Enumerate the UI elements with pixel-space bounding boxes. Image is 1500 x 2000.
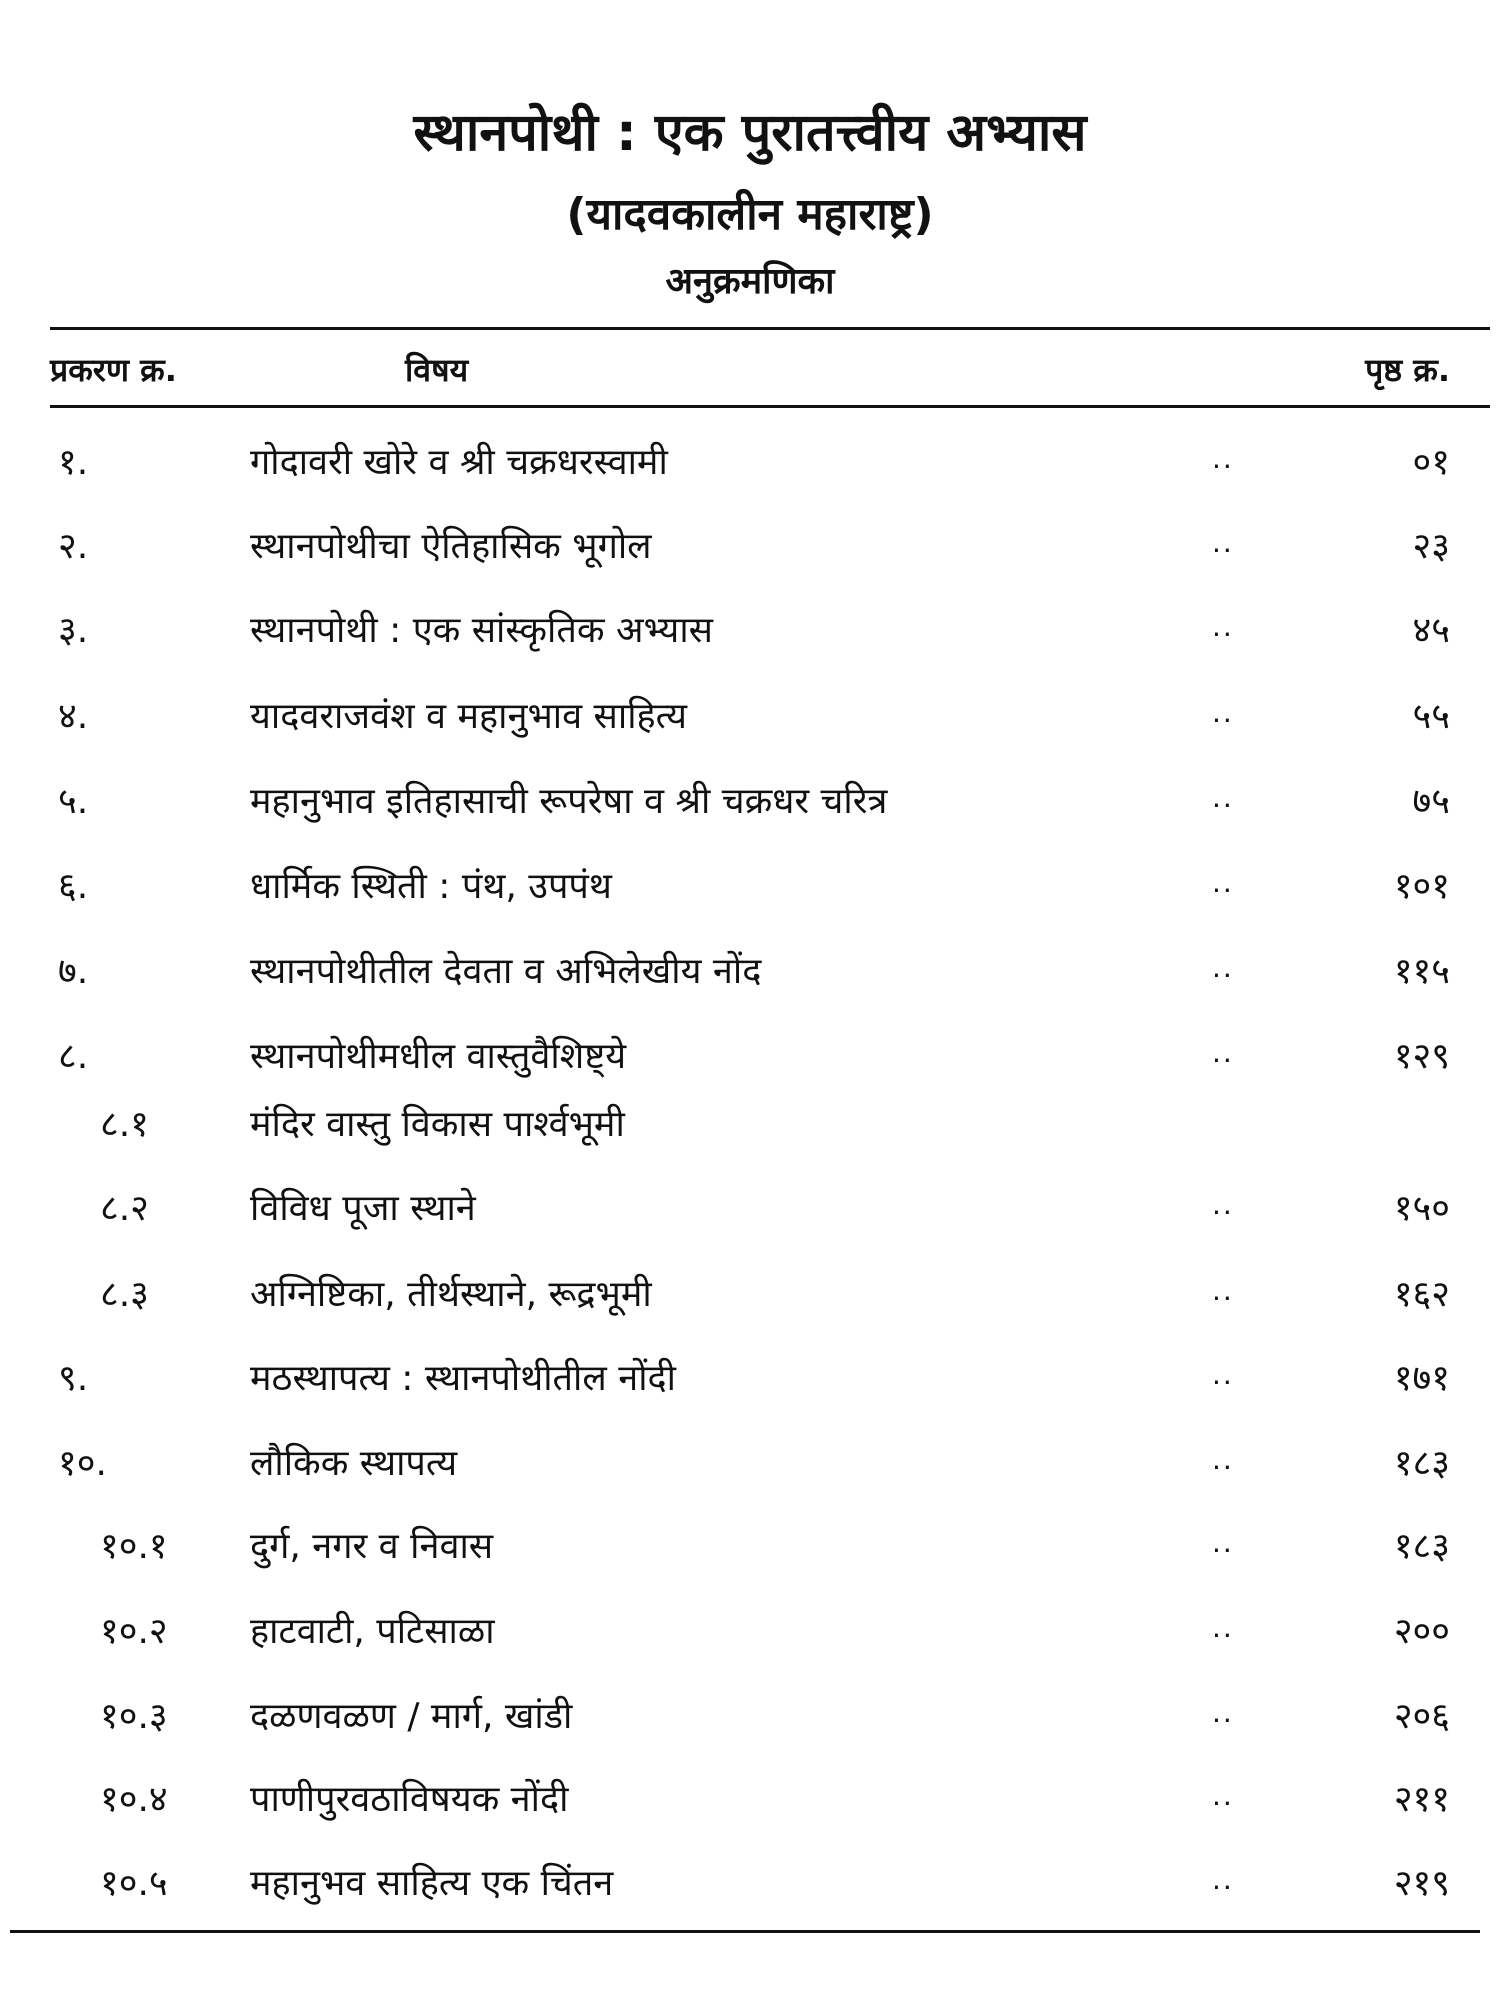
toc-entry-page: ४५ <box>1412 610 1450 651</box>
toc-entry-number: ४. <box>58 696 89 737</box>
toc-entry-subject: स्थानपोथीमधील वास्तुवैशिष्ट्ये <box>250 1036 627 1077</box>
toc-entry-page: १६२ <box>1393 1274 1450 1315</box>
toc-entry-subject: यादवराजवंश व महानुभाव साहित्य <box>250 696 687 737</box>
toc-entry-subject: लौकिक स्थापत्य <box>250 1443 458 1484</box>
toc-entry-page: २१९ <box>1393 1863 1450 1904</box>
toc-entry-leader: .. <box>1212 1036 1234 1069</box>
bottom-rule <box>10 1930 1480 1933</box>
toc-entry-page: १७१ <box>1393 1358 1450 1399</box>
toc-entry-number: ५. <box>58 781 89 822</box>
toc-entry-page: १८३ <box>1393 1526 1450 1567</box>
toc-entry <box>0 520 1500 580</box>
toc-entry-page: ०१ <box>1412 442 1450 483</box>
book-title: स्थानपोथी : एक पुरातत्त्वीय अभ्यास <box>413 103 1087 163</box>
toc-entry <box>0 1690 1500 1750</box>
toc-entry <box>0 1857 1500 1917</box>
toc-entry-leader: .. <box>1212 1863 1234 1896</box>
toc-entry-number: ८.२ <box>100 1188 149 1229</box>
toc-entry-number: ८.१ <box>100 1104 149 1145</box>
toc-entry-leader: .. <box>1212 951 1234 984</box>
toc-entry-leader: .. <box>1212 1274 1234 1307</box>
toc-entry-number: ८.३ <box>100 1274 149 1315</box>
toc-entry-subject: हाटवाटी, पटिसाळा <box>250 1611 495 1652</box>
toc-entry <box>0 1030 1500 1090</box>
toc-entry-leader: .. <box>1212 1526 1234 1559</box>
toc-entry <box>0 775 1500 835</box>
toc-entry-leader: .. <box>1212 696 1234 729</box>
toc-entry-subject: स्थानपोथी : एक सांस्कृतिक अभ्यास <box>250 610 713 651</box>
toc-entry-number: ९. <box>58 1358 89 1399</box>
toc-entry <box>0 604 1500 664</box>
toc-entry <box>0 1098 1500 1158</box>
toc-entry-number: १०.१ <box>100 1526 168 1567</box>
toc-entry <box>0 860 1500 920</box>
toc-entry-number: ८. <box>58 1036 89 1077</box>
toc-entry <box>0 690 1500 750</box>
toc-entry-leader: .. <box>1212 1611 1234 1644</box>
toc-entry-number: ६. <box>58 866 89 907</box>
toc-entry-subject: महानुभव साहित्य एक चिंतन <box>250 1863 614 1904</box>
toc-entry-leader: .. <box>1212 1696 1234 1729</box>
column-header-chapter-no: प्रकरण क्र. <box>50 351 177 389</box>
toc-entry-leader: .. <box>1212 781 1234 814</box>
toc-entry <box>0 1773 1500 1833</box>
toc-entry-subject: स्थानपोथीचा ऐतिहासिक भूगोल <box>250 526 652 567</box>
header-rule <box>50 405 1490 408</box>
toc-entry-number: ७. <box>58 951 89 992</box>
toc-entry-subject: महानुभाव इतिहासाची रूपरेषा व श्री चक्रधर चरित्र <box>250 781 888 822</box>
toc-entry-number: १०.५ <box>100 1863 168 1904</box>
toc-entry <box>0 1268 1500 1328</box>
toc-entry <box>0 945 1500 1005</box>
toc-entry-number: ३. <box>58 610 89 651</box>
toc-entry-leader: .. <box>1212 610 1234 643</box>
toc-entry-leader: .. <box>1212 866 1234 899</box>
toc-entry-page: १५० <box>1393 1188 1450 1229</box>
toc-entry-subject: धार्मिक स्थिती : पंथ, उपपंथ <box>250 866 612 907</box>
toc-entry-leader: .. <box>1212 1443 1234 1476</box>
toc-entry-subject: गोदावरी खोरे व श्री चक्रधरस्वामी <box>250 442 668 483</box>
top-rule <box>50 327 1490 330</box>
toc-entry-leader: .. <box>1212 442 1234 475</box>
toc-entry <box>0 1352 1500 1412</box>
toc-entry-leader: .. <box>1212 1188 1234 1221</box>
toc-entry-page: १२९ <box>1393 1036 1450 1077</box>
column-header-page-no: पृष्ठ क्र. <box>1365 351 1450 389</box>
toc-entry <box>0 436 1500 496</box>
column-header-subject: विषय <box>405 351 469 389</box>
toc-entry-number: २. <box>58 526 89 567</box>
toc-entry-leader: .. <box>1212 1358 1234 1391</box>
toc-entry-number: १०. <box>58 1443 107 1484</box>
toc-entry-page: २०६ <box>1393 1696 1450 1737</box>
toc-entry-number: १०.३ <box>100 1696 168 1737</box>
toc-entry-page: ७५ <box>1412 781 1450 822</box>
toc-entry-number: १०.२ <box>100 1611 168 1652</box>
toc-entry-page: १०१ <box>1393 866 1450 907</box>
toc-entry <box>0 1520 1500 1580</box>
toc-entry-page: २११ <box>1393 1779 1450 1820</box>
toc-entry-page: २३ <box>1412 526 1450 567</box>
toc-entry-subject: अग्निष्टिका, तीर्थस्थाने, रूद्रभूमी <box>250 1274 652 1315</box>
toc-entry-page: ११५ <box>1393 951 1450 992</box>
toc-entry-subject: दळणवळण / मार्ग, खांडी <box>250 1696 573 1737</box>
toc-entry-subject: पाणीपुरवठाविषयक नोंदी <box>250 1779 569 1820</box>
toc-entry-subject: विविध पूजा स्थाने <box>250 1188 476 1229</box>
toc-entry-page: १८३ <box>1393 1443 1450 1484</box>
toc-entry <box>0 1182 1500 1242</box>
toc-entry-leader: .. <box>1212 526 1234 559</box>
toc-entry-subject: मठस्थापत्य : स्थानपोथीतील नोंदी <box>250 1358 676 1399</box>
toc-entry-subject: मंदिर वास्तु विकास पार्श्वभूमी <box>250 1104 625 1145</box>
toc-entry-number: १०.४ <box>100 1779 168 1820</box>
toc-entry-subject: स्थानपोथीतील देवता व अभिलेखीय नोंद <box>250 951 762 992</box>
section-heading: अनुक्रमणिका <box>665 261 835 302</box>
book-subtitle: (यादवकालीन महाराष्ट्र) <box>566 189 934 240</box>
toc-entry-subject: दुर्ग, नगर व निवास <box>250 1526 494 1567</box>
toc-entry <box>0 1437 1500 1497</box>
toc-entry-page: ५५ <box>1412 696 1450 737</box>
toc-entry-page: २०० <box>1393 1611 1450 1652</box>
toc-entry <box>0 1605 1500 1665</box>
toc-entry-number: १. <box>58 442 89 483</box>
toc-entry-leader: .. <box>1212 1779 1234 1812</box>
